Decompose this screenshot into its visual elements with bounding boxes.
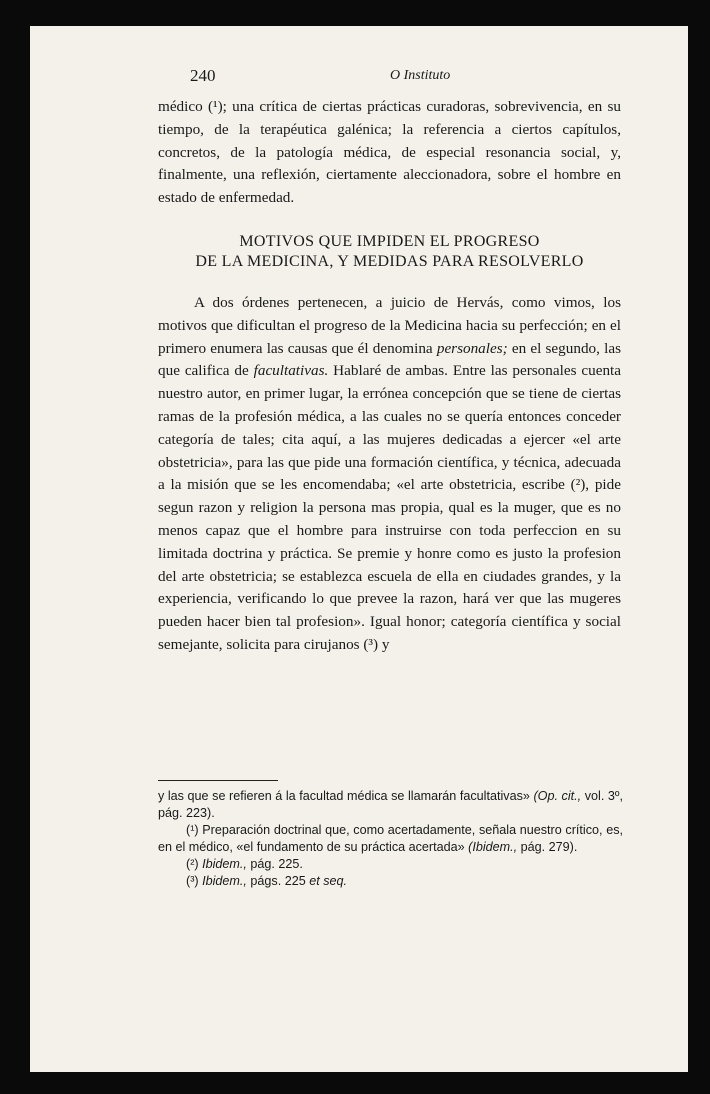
paragraph-2 (158, 292, 621, 657)
running-title: O Instituto (390, 68, 451, 83)
footnote-1-text: (¹) Preparación doctrinal que, como acertadamente, señala nuestro crítico, es, en el médico, «el fundamento de su práctica acertada» (158, 823, 623, 854)
term-facultativas: facultativas. (253, 362, 329, 380)
footnote-2-number: (²) (186, 857, 203, 871)
footnote-2 (158, 856, 623, 873)
footnote-2-ref: pág. 225. (246, 857, 303, 871)
footnote-3-ibidem: Ibidem., (202, 874, 247, 888)
footnote-divider (158, 780, 278, 781)
section-heading (158, 232, 621, 272)
footnote-3-et-seq: et seq. (309, 874, 348, 888)
paragraph-2-part-a: A dos órdenes pertenecen, a juicio de Hervás, como vimos, los motivos que dificultan el progreso de la Medicina hacia su perfección; en el primero enumera las causas que él denomina (158, 293, 621, 357)
paragraph-1: médico (¹); una crítica de ciertas prácticas curadoras, sobrevivencia, en su tiempo, de la terapéutica galénica; la referencia a ciertos capítulos, concretos, de la patología médica, de especial resonancia social, y, finalmente, una reflexión, ciertamente aleccionadora, sobre el hombre en estado de enfermedad. (158, 98, 621, 207)
heading-line-1: MOTIVOS QUE IMPIDEN EL PROGRESO (239, 232, 540, 250)
heading-line-2: DE LA MEDICINA, Y MEDIDAS PARA RESOLVERLO (195, 252, 584, 270)
page-header (190, 66, 520, 90)
footnote-3-ref: págs. 225 (246, 874, 310, 888)
footnotes (158, 788, 623, 890)
page-number: 240 (190, 66, 216, 85)
footnote-continuation-text: y las que se refieren á la facultad médica se llamarán facultativas» (158, 789, 534, 803)
footnote-1 (158, 822, 623, 856)
footnote-op-cit: (Op. cit., (533, 789, 582, 803)
footnote-1-ref: pág. 279). (517, 840, 578, 854)
paragraph-2-part-b: en el segundo, las que califica de (158, 339, 621, 380)
footnote-continuation (158, 788, 623, 822)
body-text (158, 96, 621, 657)
paragraph-2-part-c: Hablaré de ambas. Entre las personales cuenta nuestro autor, en primer lugar, la errónea concepción que se tiene de ciertas ramas de la profesión médica, a las cuales no se quería entonces conceder categoría de tales; cita aquí, a las mujeres dedicadas a ejercer «el arte obstetricia», para las que pide una formación científica, y técnica, adecuada a la misión que se les encomendaba; «el arte obstetricia, escribe (²), pide segun razon y religion la persona mas propia, qual es la muger, que es no menos capaz que el hombre para instruirse con toda perfeccion en su limitada doctrina y práctica. Se premie y honre como es justo la profesion del arte obstetricia; se establezca escuela de ella en ciudades grandes, y la experiencia, verificando lo que prevee la razon, hará ver que las mugeres pueden hacer bien tal profesion». Igual honor; categoría científica y social semejante, solicita para cirujanos (³) y (158, 362, 622, 653)
footnote-continuation-ref: vol. 3º, pág. 223). (158, 789, 623, 820)
term-personales: personales; (436, 339, 508, 357)
footnote-2-ibidem: Ibidem., (202, 857, 247, 871)
footnote-3-number: (³) (186, 874, 203, 888)
footnote-1-ibidem: (Ibidem., (468, 840, 518, 854)
footnote-3 (158, 873, 623, 890)
